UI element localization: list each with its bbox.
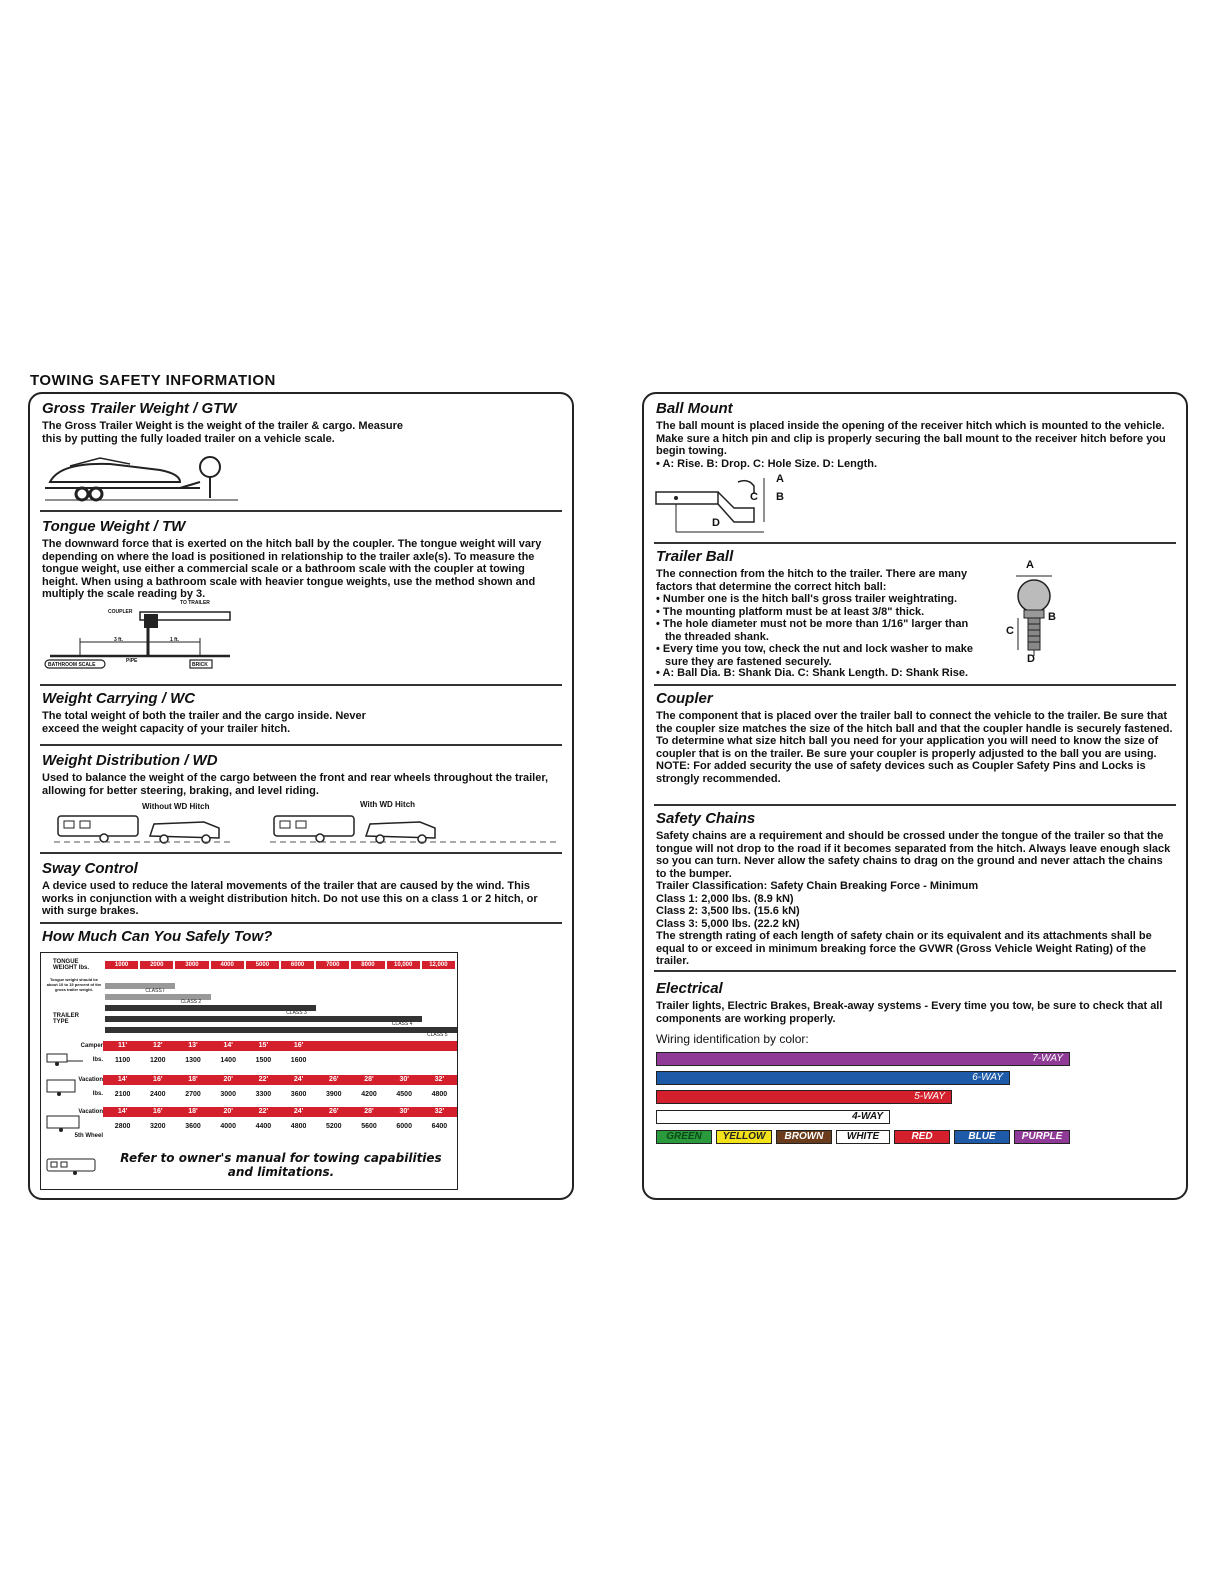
vacation2-label: Vacation — [78, 1109, 103, 1115]
weight-value-cell: 3900 — [325, 1091, 342, 1098]
ball-mount-label-d: D — [712, 517, 720, 529]
swatch-white: WHITE — [836, 1130, 890, 1144]
weight-header-cell: 8000 — [351, 961, 384, 969]
right-panel — [642, 392, 1188, 1200]
wiring-bar-label: 4-WAY — [852, 1111, 883, 1122]
weight-value-cell: 2100 — [114, 1091, 131, 1098]
divider — [40, 684, 562, 686]
coupler-section — [656, 690, 1174, 785]
class-bar — [105, 1027, 457, 1033]
length-cell: 18' — [188, 1108, 198, 1115]
weight-value-cell: 4800 — [431, 1091, 448, 1098]
class-label: CLASS 2 — [180, 999, 202, 1005]
length-cell: 13' — [188, 1042, 198, 1049]
swatch-blue: BLUE — [954, 1130, 1010, 1144]
ball-mount-label-b: B — [776, 491, 784, 503]
tw-text: The downward force that is exerted on the hitch ball by the coupler. The tongue weight will vary depending on where the load is positioned in relationship to the trailer axle(s). To measure the tongue weight, use either a commercial scale or a bathroom scale with the coupler at towing height. When using a bathroom scale with heavier tongue weights, use the method shown and multiply the scale reading by 3. — [42, 538, 542, 600]
weight-value-cell: 5600 — [361, 1123, 377, 1130]
length-cell: 24' — [293, 1076, 304, 1083]
owner-manual-note: Refer to owner's manual for towing capabilities and limitations. — [120, 1151, 442, 1179]
length-cell: 18' — [188, 1076, 198, 1083]
class-label: CLASS I — [145, 988, 165, 994]
ball-mount-legend: • A: Rise. B: Drop. C: Hole Size. D: Length. — [656, 457, 878, 470]
wiring-bar-5way — [656, 1090, 952, 1104]
wc-heading: Weight Carrying / WC — [42, 690, 196, 707]
tongue-weight-note: Tongue weight should be about 10 to 15 percent of the gross trailer weight. — [46, 977, 102, 992]
divider — [654, 542, 1176, 544]
weight-header-cell: 7000 — [316, 961, 349, 969]
chain-class-2: Class 2: 3,500 lbs. (15.6 kN) — [656, 905, 800, 917]
weight-header-cell: 1000 — [105, 961, 138, 969]
electrical-heading: Electrical — [656, 980, 723, 997]
trailer-ball-label-d: D — [1027, 653, 1035, 665]
divider — [40, 922, 562, 924]
coupler-text: The component that is placed over the trailer ball to connect the vehicle to the trailer. Be sure that the coupler size matches the size of the hitch ball and that the coupler handle is securely fastened. To determine what size hitch ball you need for your application you will need to know the size of coupler that is on the trailer. Be sure your coupler is properly adjusted to the ball you are using. — [656, 710, 1173, 760]
weight-value-cell: 2400 — [149, 1091, 166, 1098]
weight-value-cell: 4800 — [290, 1123, 307, 1130]
trailer-ball-intro: The connection from the hitch to the trailer. There are many factors that determine the correct hitch ball: — [656, 568, 968, 593]
swatch-yellow: YELLOW — [716, 1130, 772, 1144]
fifth-wheel-label: 5th Wheel — [74, 1133, 103, 1139]
tongue-weight-label: TONGUE WEIGHT lbs. — [53, 959, 89, 971]
weight-value-cell: 1600 — [290, 1057, 307, 1064]
trailer-ball-section — [656, 548, 986, 668]
trailer-ball-heading: Trailer Ball — [656, 548, 734, 565]
wc-section — [42, 690, 560, 735]
wiring-bar-7way — [656, 1052, 1070, 1066]
ft-left-label: 3 ft. — [114, 637, 123, 643]
weight-header-cell: 4000 — [211, 961, 244, 969]
length-cell: 24' — [293, 1108, 304, 1115]
trailer-ball-bullet: • The hole diameter must not be more than 1/16" larger than the threaded shank. — [656, 618, 969, 643]
ball-mount-diagram — [654, 472, 794, 542]
electrical-section — [656, 980, 1174, 1046]
boat-trailer-illustration — [40, 452, 240, 504]
weight-value-cell: 4400 — [255, 1123, 272, 1130]
trailer-ball-label-a: A — [1026, 559, 1034, 571]
coupler-label: COUPLER — [108, 609, 133, 615]
chain-class-1: Class 1: 2,000 lbs. (8.9 kN) — [656, 892, 794, 905]
weight-value-cell: 2800 — [114, 1123, 131, 1130]
class-bar — [105, 1016, 422, 1022]
wiring-bar-label: 6-WAY — [972, 1072, 1003, 1083]
weight-value-cell: 3300 — [255, 1091, 272, 1098]
weight-value-cell: 1300 — [185, 1057, 201, 1064]
ft-right-label: 1 ft. — [170, 637, 179, 643]
length-cell: 22' — [258, 1108, 269, 1115]
length-cell: 26' — [329, 1076, 339, 1083]
length-cell: 16' — [153, 1076, 163, 1083]
wd-text: Used to balance the weight of the cargo between the front and rear wheels throughout the trailer, allowing for better steering, braking, and level riding. — [42, 772, 549, 797]
weight-value-cell: 3200 — [149, 1123, 166, 1130]
ball-mount-heading: Ball Mount — [656, 400, 733, 417]
length-cell: 12' — [153, 1042, 163, 1049]
weight-header-cell: 5000 — [246, 961, 279, 969]
coupler-heading: Coupler — [656, 690, 713, 707]
without-wd-illustration — [54, 812, 234, 846]
length-cell: 22' — [258, 1076, 269, 1083]
length-cell: 16' — [293, 1042, 304, 1049]
fifth-wheel-icon — [45, 1155, 101, 1177]
with-wd-label: With WD Hitch — [360, 800, 416, 809]
weight-value-cell: 5200 — [325, 1123, 342, 1130]
swatch-red: RED — [894, 1130, 950, 1144]
tw-heading: Tongue Weight / TW — [42, 518, 186, 535]
swatch-brown: BROWN — [776, 1130, 832, 1144]
weight-header-cell: 6000 — [281, 961, 314, 969]
coupler-note: NOTE: For added security the use of safety devices such as Coupler Safety Pins and Locks is strongly recommended. — [656, 760, 1146, 785]
weight-value-cell: 1500 — [255, 1057, 272, 1064]
trailer-ball-label-c: C — [1006, 625, 1014, 637]
length-cell: 14' — [223, 1042, 233, 1049]
class-label: CLASS 5 — [427, 1032, 448, 1038]
weight-value-cell: 3600 — [185, 1123, 201, 1130]
safety-chains-text: Safety chains are a requirement and should be crossed under the tongue of the trailer so that the tongue will not drop to the road if it becomes separated from the hitch. Always leave enough slack so you can turn. Never allow the safety chains to drag on the ground and never attach the chains to the bumper. — [656, 830, 1171, 880]
gtw-section — [42, 400, 560, 445]
weight-value-cell: 2700 — [185, 1091, 201, 1098]
vacation-trailer-icon-2 — [45, 1113, 85, 1133]
weight-header-cell: 3000 — [175, 961, 208, 969]
weight-value-cell: 4000 — [220, 1123, 236, 1130]
trailer-ball-legend: • A: Ball Dia. B: Shank Dia. C: Shank Length. D: Shank Rise. — [656, 667, 969, 679]
wiring-bar-6way — [656, 1071, 1010, 1085]
brick-label: BRICK — [192, 662, 208, 668]
sway-section — [42, 860, 560, 918]
sway-heading: Sway Control — [42, 860, 138, 877]
length-cell: 20' — [223, 1076, 233, 1083]
with-wd-illustration — [270, 812, 560, 846]
chain-class-3: Class 3: 5,000 lbs. (22.2 kN) — [656, 917, 800, 930]
length-cell: 20' — [223, 1108, 233, 1115]
divider — [40, 510, 562, 512]
divider — [40, 852, 562, 854]
length-cell: 15' — [258, 1042, 269, 1049]
wiring-bar-label: 5-WAY — [914, 1091, 945, 1102]
length-cell: 28' — [364, 1108, 374, 1115]
length-cell: 28' — [364, 1076, 374, 1083]
swatch-purple: PURPLE — [1014, 1130, 1070, 1144]
class-label: CLASS 3 — [286, 1010, 307, 1016]
electrical-text: Trailer lights, Electric Brakes, Break-away systems - Every time you tow, be sure to check that all components are working properly. — [656, 1000, 1163, 1025]
wc-text: The total weight of both the trailer and the cargo inside. Never exceed the weight capacity of your trailer hitch. — [42, 710, 366, 735]
trailer-ball-bullet: • The mounting platform must be at least 3/8" thick. — [656, 605, 925, 618]
class-label: CLASS 4 — [391, 1021, 413, 1027]
wiring-bar-label: 7-WAY — [1032, 1053, 1063, 1064]
weight-header-cell: 10,000 — [387, 961, 420, 969]
length-cell: 32' — [434, 1076, 445, 1083]
ball-mount-section — [656, 400, 1174, 470]
to-trailer-label: TO TRAILER — [180, 600, 210, 606]
safety-chains-closing: The strength rating of each length of safety chain or its equivalent and its attachments shall be equal to or exceed in minimum breaking force the GVWR (Gross Vehicle Weight Rating) of the trailer. — [656, 930, 1152, 967]
divider — [654, 970, 1176, 972]
vacation-trailer-icon — [45, 1077, 85, 1097]
length-cell: 30' — [399, 1108, 409, 1115]
weight-value-cell: 6000 — [396, 1123, 412, 1130]
trailer-ball-bullet: • Number one is the hitch ball's gross trailer weightrating. — [656, 593, 958, 605]
length-cell: 11' — [118, 1042, 128, 1049]
length-cell: 14' — [117, 1076, 128, 1083]
left-panel — [28, 392, 574, 1200]
weight-value-cell: 1400 — [220, 1057, 236, 1064]
wiring-bar-4way — [656, 1110, 890, 1124]
divider — [654, 804, 1176, 806]
divider — [40, 744, 562, 746]
divider — [654, 684, 1176, 686]
weight-header-cell: 12,000 — [422, 961, 455, 969]
weight-value-cell: 3600 — [290, 1091, 307, 1098]
vacation1-label: Vacation — [78, 1077, 103, 1083]
ball-mount-label-a: A — [776, 473, 784, 485]
weight-value-cell: 3000 — [220, 1091, 236, 1098]
trailer-ball-label-b: B — [1048, 611, 1056, 623]
tow-capacity-table — [40, 952, 458, 1190]
length-cell: 30' — [399, 1076, 409, 1083]
page-title: TOWING SAFETY INFORMATION — [30, 372, 276, 389]
tow-heading: How Much Can You Safely Tow? — [42, 928, 273, 945]
chain-classification: Trailer Classification: Safety Chain Breaking Force - Minimum — [656, 880, 979, 892]
class-bar — [105, 983, 175, 989]
trailer-ball-bullet: • Every time you tow, check the nut and lock washer to make sure they are fastened securely. — [656, 643, 974, 668]
weight-value-cell: 6400 — [431, 1123, 448, 1130]
weight-header-cell: 2000 — [140, 961, 173, 969]
camper-label: Camper — [80, 1043, 103, 1049]
weight-value-cell: 1100 — [115, 1057, 131, 1064]
weight-value-cell: 4200 — [361, 1091, 377, 1098]
ball-mount-label-c: C — [750, 491, 758, 503]
weight-value-cell: 4500 — [396, 1091, 412, 1098]
pipe-label: PIPE — [126, 658, 138, 664]
tow-section — [42, 928, 560, 948]
without-wd-label: Without WD Hitch — [142, 802, 210, 811]
wd-section — [42, 752, 560, 797]
bathroom-scale-label: BATHROOM SCALE — [48, 662, 96, 668]
wd-heading: Weight Distribution / WD — [42, 752, 218, 769]
trailer-type-label: TRAILER TYPE — [53, 1013, 79, 1025]
camper-icon — [45, 1051, 85, 1067]
swatch-green: GREEN — [656, 1130, 712, 1144]
length-cell: 32' — [434, 1108, 445, 1115]
camper-unit: lbs. — [92, 1057, 103, 1063]
tw-section — [42, 518, 560, 601]
length-cell: 26' — [329, 1108, 339, 1115]
length-cell: 16' — [153, 1108, 163, 1115]
class-bar — [105, 1005, 316, 1011]
wiring-title: Wiring identification by color: — [656, 1032, 809, 1046]
gtw-heading: Gross Trailer Weight / GTW — [42, 400, 237, 417]
weight-value-cell: 1200 — [149, 1057, 166, 1064]
gtw-text: The Gross Trailer Weight is the weight of the trailer & cargo. Measure this by putting the fully loaded trailer on a vehicle scale. — [42, 420, 404, 445]
length-cell: 14' — [117, 1108, 128, 1115]
vacation1-unit: lbs. — [92, 1091, 103, 1097]
ball-mount-text: The ball mount is placed inside the opening of the receiver hitch which is mounted to the vehicle. Make sure a hitch pin and clip is properly securing the ball mount to the receiver hitch before you begin towing. — [656, 420, 1166, 457]
safety-chains-heading: Safety Chains — [656, 810, 756, 827]
sway-text: A device used to reduce the lateral movements of the trailer that are caused by the wind. This works in conjunction with a weight distribution hitch. Do not use this on a class 1 or 2 hitch, or with surge brakes. — [42, 880, 538, 917]
safety-chains-section — [656, 810, 1174, 968]
